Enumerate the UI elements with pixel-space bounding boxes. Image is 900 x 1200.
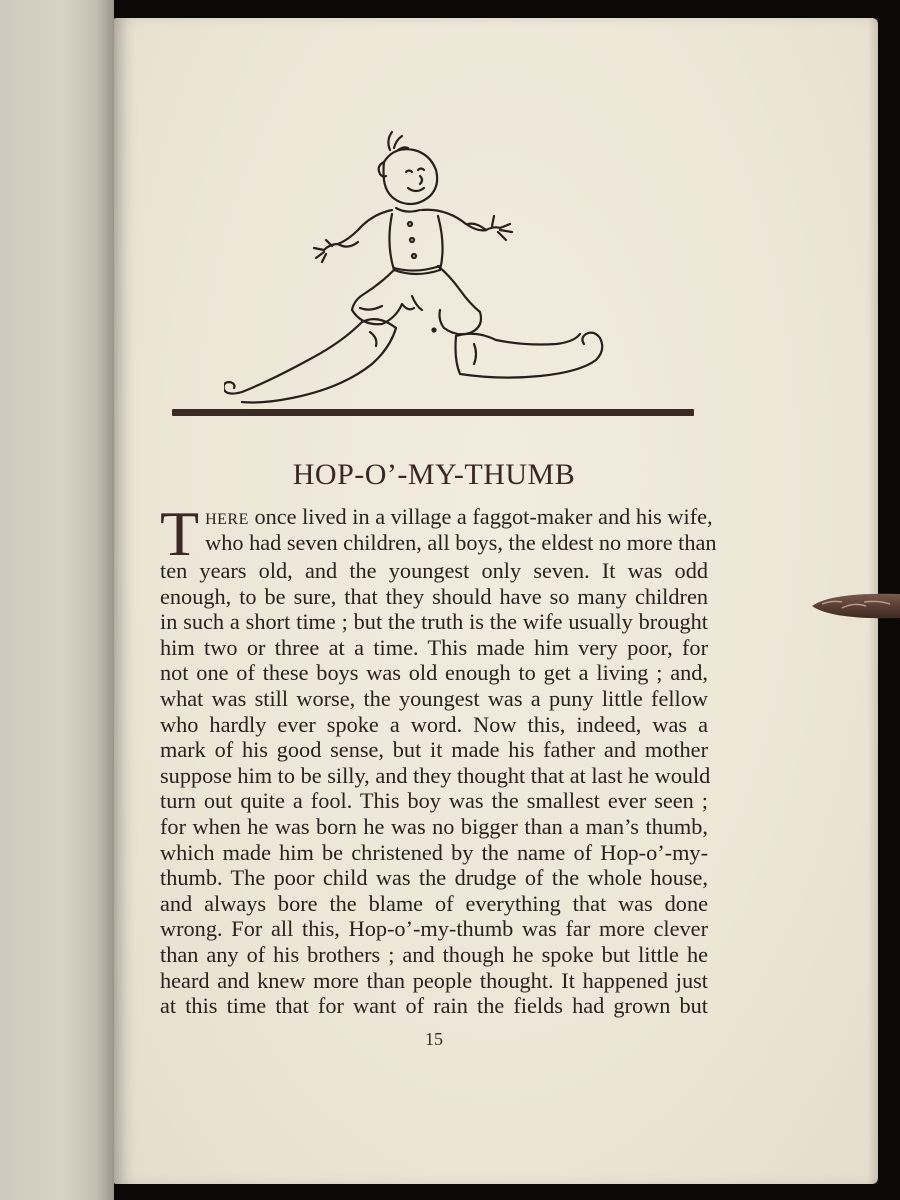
text-line-13: for when he was born he was no bigger than a man’s thumb,: [160, 813, 708, 839]
bookmark-ribbon: [812, 590, 900, 622]
text-line-18: than any of his brothers ; and though he spoke but little he: [160, 941, 708, 967]
text-line-11: suppose him to be silly, and they thought that at last he would: [160, 762, 711, 788]
hop-o-my-thumb-illustration: [224, 118, 704, 438]
chapter-title: HOP-O’-MY-THUMB: [292, 458, 576, 491]
text-line-16: and always bore the blame of everything that was done: [160, 890, 708, 916]
drop-cap: T: [160, 498, 200, 569]
decorative-rule: [172, 409, 694, 416]
first-word-smallcaps: here: [205, 504, 249, 529]
text-line-15: thumb. The poor child was the drudge of the whole house,: [160, 865, 708, 891]
text-line-17: wrong. For all this, Hop-o’-my-thumb was far more clever: [160, 916, 708, 942]
text-line-4: enough, to be sure, that they should have so many children: [160, 583, 708, 609]
text-line-3: ten years old, and the youngest only seven. It was odd: [160, 558, 708, 583]
text-line-10: mark of his good sense, but it made his father and mother: [160, 737, 708, 763]
text-line-1: here once lived in a village a faggot-maker and his wife,: [205, 504, 713, 529]
facing-page: [0, 0, 114, 1200]
book-page: [114, 18, 878, 1184]
text-line-8: what was still worse, the youngest was a puny little fellow: [160, 685, 708, 711]
text-line-14: which made him be christened by the name of Hop-o’-my-: [160, 839, 708, 865]
body-text: [160, 498, 717, 1019]
page-number: 15: [425, 1029, 443, 1049]
text-line-2: who had seven children, all boys, the eldest no more than: [205, 529, 717, 555]
text-line-7: not one of these boys was old enough to get a living ; and,: [160, 660, 708, 686]
text-line-9: who hardly ever spoke a word. Now this, indeed, was a: [160, 711, 708, 737]
text-line-12: turn out quite a fool. This boy was the smallest ever seen ;: [160, 788, 708, 814]
text-line-20: at this time that for want of rain the fields had grown but: [160, 993, 708, 1019]
text-line-5: in such a short time ; but the truth is the wife usually brought: [160, 609, 708, 635]
text-line-19: heard and knew more than people thought. It happened just: [160, 967, 708, 993]
text-line-6: him two or three at a time. This made him very poor, for: [160, 634, 708, 660]
